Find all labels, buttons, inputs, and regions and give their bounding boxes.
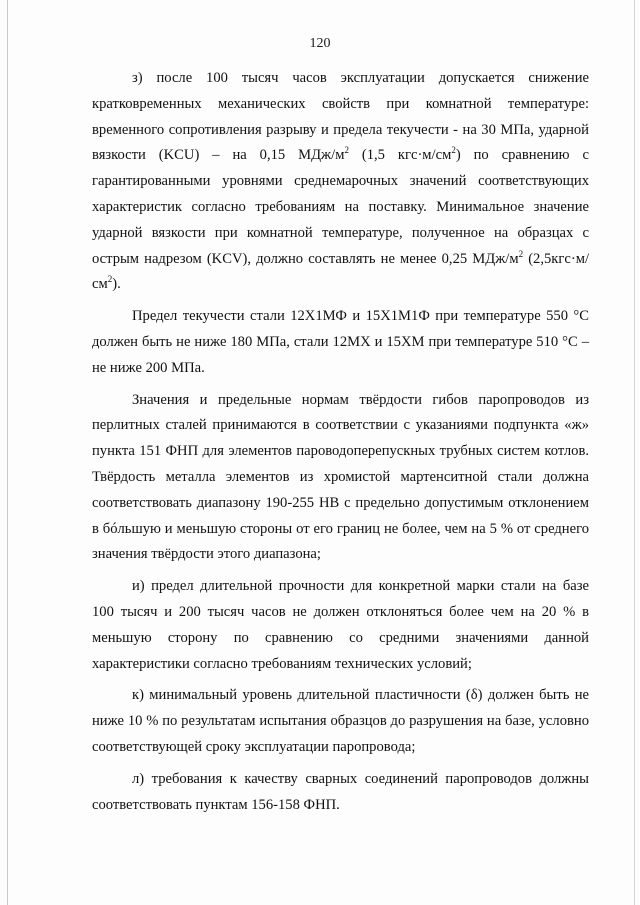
paragraph-z-part-e: ). xyxy=(112,276,121,293)
paragraph-z-part-d: (2,5кгс·м/см xyxy=(92,250,589,293)
paragraph-z-part-b: (1,5 кгс·м/см xyxy=(348,147,452,164)
body-text xyxy=(92,66,589,824)
superscript: 2 xyxy=(344,145,349,156)
paragraph-yield-strength: Предел текучести стали 12Х1МФ и 15Х1М1Ф при температуре 550 °С должен быть не ниже 180 МПа, стали 12МХ и 15ХМ при температуре 510 °С – не ниже 200 МПа. xyxy=(92,308,589,376)
paragraph-z xyxy=(92,66,589,298)
superscript: 2 xyxy=(451,145,456,156)
scan-edge-left xyxy=(7,0,8,905)
paragraph-i: и) предел длительной прочности для конкретной марки стали на базе 100 тысяч и 200 тысяч часов не должен отклоняться более чем на 20 % в меньшую сторону по сравнению со средними значениями данной характеристики согласно требованиям технических условий; xyxy=(92,578,589,672)
paragraph-hardness: Значения и предельные нормам твёрдости гибов паропроводов из перлитных сталей принимаются в соответствии с указаниями подпункта «ж» пункта 151 ФНП для элементов пароводоперепускных трубных систем котлов. Твёрдость металла элементов из хромистой мартенситной стали должна соответствовать диапазону 190-255 НВ с предельно допустимым отклонением в бóльшую и меньшую стороны от его границ не более, чем на 5 % от среднего значения твёрдости этого диапазона; xyxy=(92,391,589,563)
superscript: 2 xyxy=(107,274,113,285)
paragraph-z-part-a: з) после 100 тысяч часов эксплуатации допускается снижение кратковременных механических свойств при комнатной температуре: временного сопротивления разрыву и предела текучести - на 30 МПа, ударной вязкости (KCU) – на 0,15 МДж/м xyxy=(92,70,589,164)
page-number: 120 xyxy=(309,36,331,51)
paragraph-l: л) требования к качеству сварных соединений паропроводов должны соответствовать пунктам 156-158 ФНП. xyxy=(92,770,589,813)
scan-edge-right xyxy=(634,0,635,905)
paragraph-k: к) минимальный уровень длительной пластичности (δ) должен быть не ниже 10 % по результатам испытания образцов до разрушения на базе, условно соответствующей сроку эксплуатации паропровода; xyxy=(92,687,589,755)
superscript: 2 xyxy=(518,248,524,259)
paragraph-z-part-c: ) по сравнению с гарантированными уровнями среднемарочных значений соответствующих характеристик согласно требованиям на поставку. Минимальное значение ударной вязкости при комнатной температуре, полученное на образцах с острым надрезом (KCV), должно составлять не менее 0,25 МДж/м xyxy=(92,147,589,267)
